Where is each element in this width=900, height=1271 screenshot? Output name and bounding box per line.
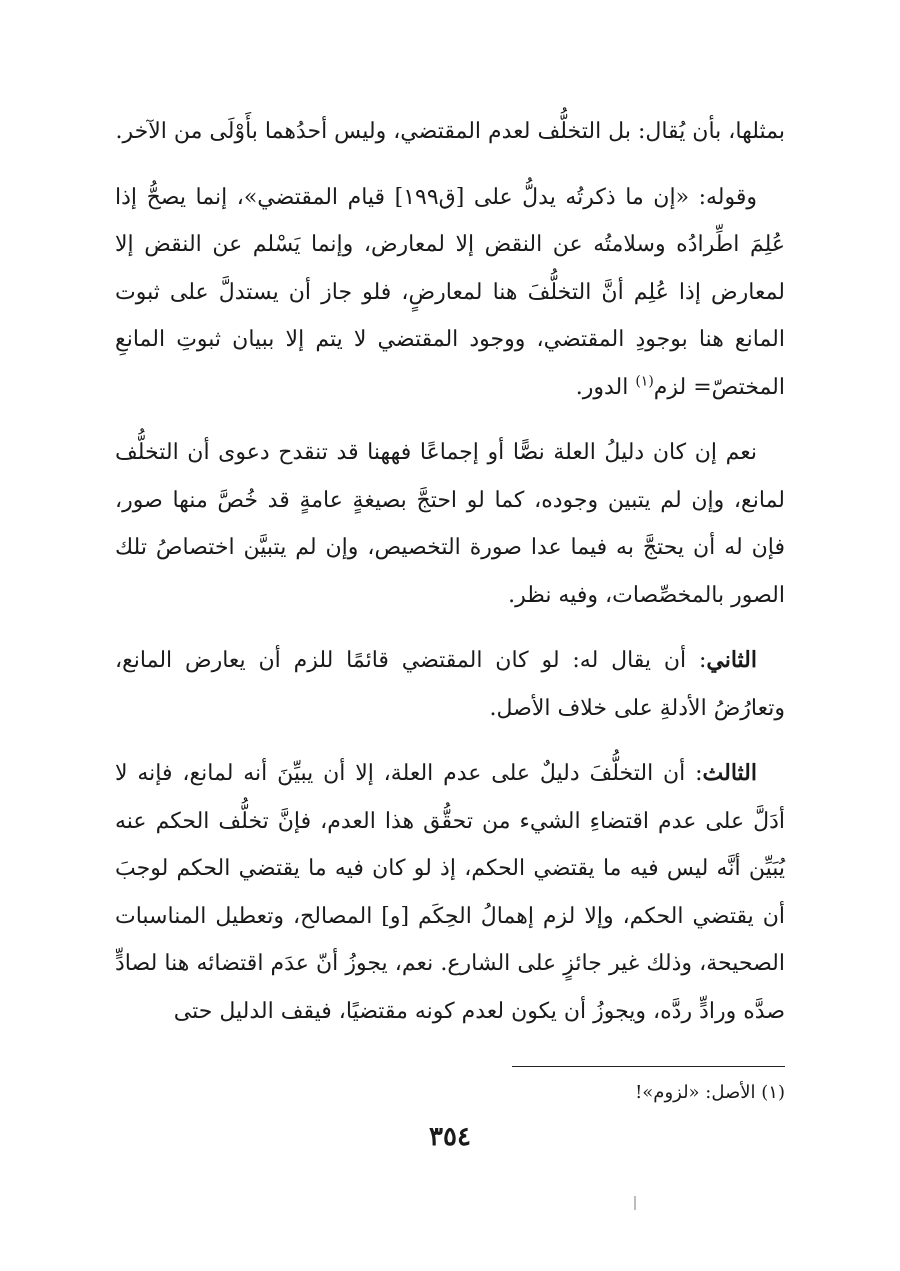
paragraph-5 — [115, 750, 785, 1035]
paragraph-1-text: بمثلها، بأن يُقال: بل التخلُّف لعدم المقتضي، وليس أحدُهما بأَوْلَى من الآخر. — [115, 119, 785, 144]
page-number: ٣٥٤ — [429, 1122, 471, 1152]
paragraph-2-tail: الدور. — [575, 374, 636, 400]
footnote-separator — [512, 1066, 785, 1067]
paragraph-4-text: : أن يقال له: لو كان المقتضي قائمًا للزم أن يعارض المانع، وتعارُضُ الأدلةِ على خلاف الأصل. — [115, 648, 785, 721]
footnote: (١) الأصل: «لزوم»! — [635, 1082, 785, 1103]
paragraph-3-text: نعم إن كان دليلُ العلة نصًّا أو إجماعًا فههنا قد تنقدح دعوى أن التخلُّف لمانع، وإن لم يتبين وجوده، كما لو احتجَّ بصيغةٍ عامةٍ قد خُصَّ منها صور، فإن له أن يحتجَّ به فيما عدا صورة التخصيص، وإن لم يتبيَّن اختصاصُ تلك الصور بالمخصِّصات، وفيه نظر. — [115, 440, 785, 608]
scan-mark — [634, 1196, 636, 1210]
main-text — [115, 108, 785, 1053]
paragraph-4 — [115, 637, 785, 732]
paragraph-5-text: : أن التخلُّفَ دليلٌ على عدم العلة، إلا أن يبيِّنَ أنه لمانع، فإنه لا أدَلَّ على عدم اقتضاءِ الشيء من تحقُّق هذا العدم، فإنَّ تخلُّف الحكم عنه يُبَيِّن أنَّه ليس فيه ما يقتضي الحكم، إذ لو كان فيه ما يقتضي الحكم لوجبَ أن يقتضي الحكم، وإلا لزم إهمالُ الحِكَم [و] المصالح، وتعطيل المناسبات الصحيحة، وذلك غير جائزٍ على الشارع. نعم، يجوزُ أنّ عدَم اقتضائه هنا لصادٍّ صدَّه ورادٍّ ردَّه، ويجوزُ أن يكون لعدم كونه مقتضيًا، فيقف الدليل حتى — [115, 761, 785, 1024]
paragraph-4-heading: الثاني — [706, 647, 757, 673]
paragraph-2-text: وقوله: «إن ما ذكرتُه يدلُّ على [ق١٩٩] قيام المقتضي»، إنما يصحُّ إذا عُلِمَ اطِّرادُه وسلامتُه عن النقض إلا لمعارض، وإنما يَسْلم عن النقض إلا لمعارض إذا عُلِم أنَّ التخلُّفَ هنا لمعارضٍ، فلو جاز أن يستدلَّ على ثبوت المانع هنا بوجودِ المقتضي، ووجود المقتضي لا يتم إلا ببيان ثبوتِ المانعِ المختصّ= لزم — [115, 184, 785, 400]
paragraph-5-heading: الثالث — [702, 760, 757, 786]
footnote-reference[interactable]: (١) — [635, 373, 654, 390]
paragraph-1 — [115, 108, 785, 156]
paragraph-3 — [115, 429, 785, 619]
paragraph-2 — [115, 174, 785, 412]
